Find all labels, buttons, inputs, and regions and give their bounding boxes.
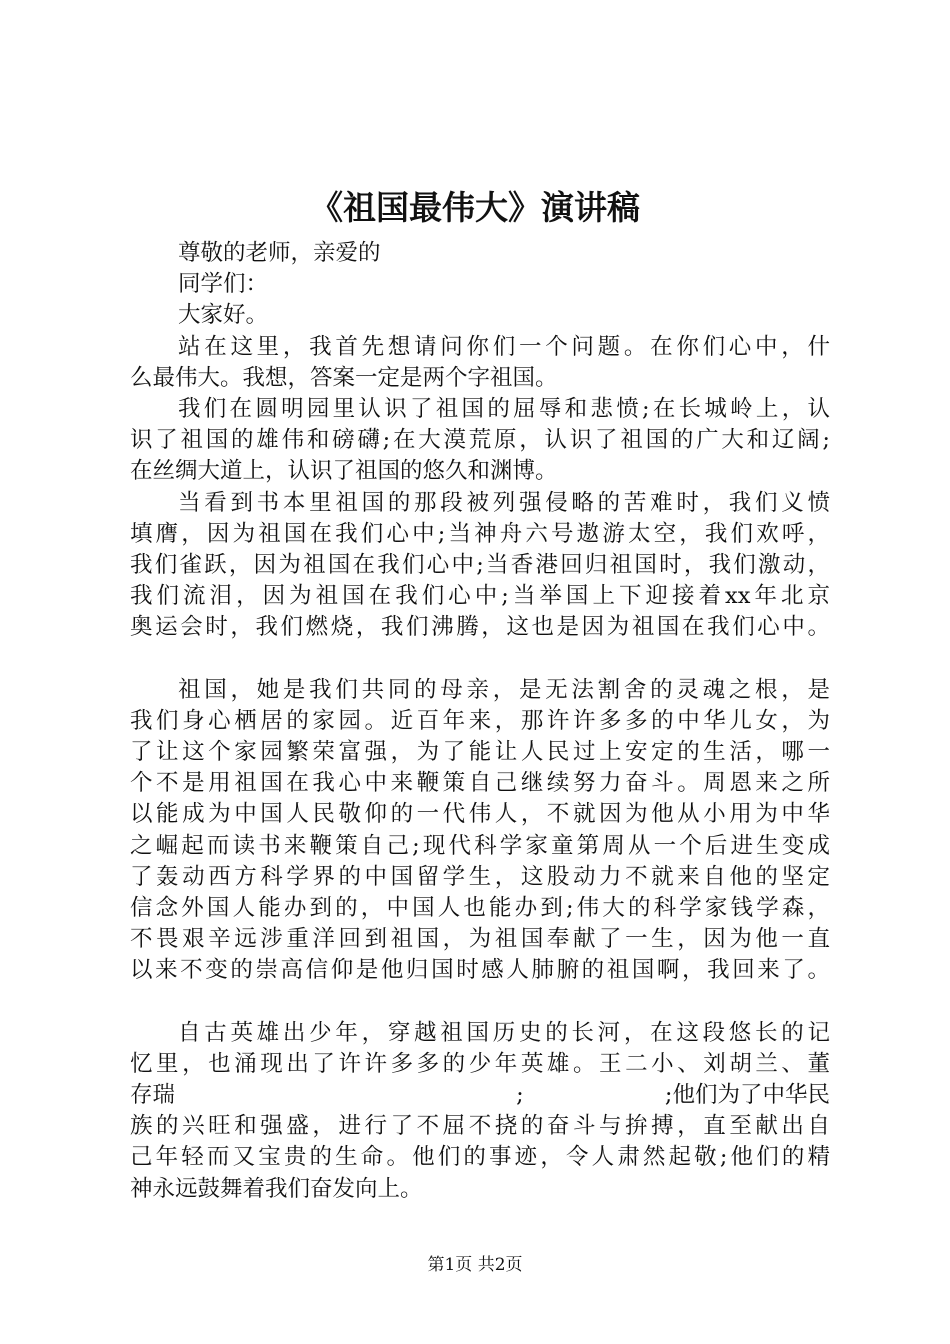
- paragraph-line: 填膺，因为祖国在我们心中;当神舟六号遨游太空，我们欢呼，: [130, 520, 830, 547]
- paragraph-line: 不畏艰辛远涉重洋回到祖国，为祖国奉献了一生，因为他一直: [130, 926, 830, 953]
- paragraph-line: 以来不变的崇高信仰是他归国时感人肺腑的祖国啊，我回来了。: [130, 957, 830, 984]
- page-footer: 第1页 共2页: [427, 1255, 523, 1275]
- greeting-line: 大家好。: [178, 302, 269, 329]
- paragraph-line: 奥运会时，我们燃烧，我们沸腾，这也是因为祖国在我们心中。: [130, 614, 830, 641]
- text-fragment: 存瑞: [130, 1082, 176, 1109]
- page-title: 《祖国最伟大》演讲稿: [310, 188, 640, 227]
- document-body: [130, 238, 830, 1205]
- paragraph-line: 族的兴旺和强盛，进行了不屈不挠的奋斗与拚搏，直至献出自: [130, 1113, 830, 1140]
- greeting-line: 尊敬的老师，亲爱的: [178, 240, 381, 266]
- paragraph-line: 之崛起而读书来鞭策自己;现代科学家童第周从一个后进生变成: [130, 832, 830, 859]
- paragraph-spacer: [130, 643, 830, 674]
- paragraph-line: 以能成为中国人民敬仰的一代伟人，不就因为他从小用为中华: [130, 801, 830, 828]
- paragraph-3: [130, 488, 830, 644]
- paragraph-spacer: [130, 987, 830, 1018]
- paragraph-line: 识了祖国的雄伟和磅礴;在大漠荒原，认识了祖国的广大和辽阔;: [130, 427, 830, 454]
- paragraph-line: 我们流泪，因为祖国在我们心中;当举国上下迎接着xx年北京: [130, 583, 830, 610]
- paragraph-line: 站在这里，我首先想请问你们一个问题。在你们心中，什: [178, 333, 830, 360]
- paragraph-4: [130, 675, 830, 987]
- paragraph-line: 祖国，她是我们共同的母亲，是无法割舍的灵魂之根，是: [178, 676, 830, 703]
- text-fragment: ;他们为了中华民: [664, 1082, 830, 1109]
- paragraph-line: 我们在圆明园里认识了祖国的屈辱和悲愤;在长城岭上，认: [178, 395, 830, 422]
- text-fragment: ;: [516, 1082, 524, 1109]
- paragraph-line: 我们身心栖居的家园。近百年来，那许许多多的中华儿女，为: [130, 707, 830, 734]
- paragraph-line-gapped: [130, 1080, 830, 1111]
- paragraph-5: [130, 1018, 830, 1205]
- paragraph-line: 了让这个家园繁荣富强，为了能让人民过上安定的生活，哪一: [130, 739, 830, 765]
- paragraph-1: [130, 332, 830, 394]
- paragraph-line: 当看到书本里祖国的那段被列强侵略的苦难时，我们义愤: [178, 489, 830, 516]
- greeting-line: 同学们：: [178, 271, 269, 298]
- paragraph-line: 我们雀跃，因为祖国在我们心中;当香港回归祖国时，我们激动，: [130, 551, 830, 578]
- paragraph-line: 神永远鼓舞着我们奋发向上。: [130, 1175, 423, 1202]
- paragraph-line: 己年轻而又宝贵的生命。他们的事迹，令人肃然起敬;他们的精: [130, 1144, 830, 1171]
- paragraph-line: 了轰动西方科学界的中国留学生，这股动力不就来自他的坚定: [130, 863, 830, 890]
- paragraph-line: 自古英雄出少年，穿越祖国历史的长河，在这段悠长的记: [178, 1019, 830, 1046]
- paragraph-line: 信念外国人能办到的，中国人也能办到;伟大的科学家钱学森，: [130, 894, 830, 921]
- paragraph-line: 忆里，也涌现出了许许多多的少年英雄。王二小、刘胡兰、董: [130, 1050, 830, 1077]
- paragraph-line: 在丝绸大道上，认识了祖国的悠久和渊博。: [130, 458, 558, 485]
- paragraph-2: [130, 394, 830, 488]
- paragraph-line: 么最伟大。我想，答案一定是两个字祖国。: [130, 364, 558, 391]
- paragraph-line: 个不是用祖国在我心中来鞭策自己继续努力奋斗。周恩来之所: [130, 770, 830, 797]
